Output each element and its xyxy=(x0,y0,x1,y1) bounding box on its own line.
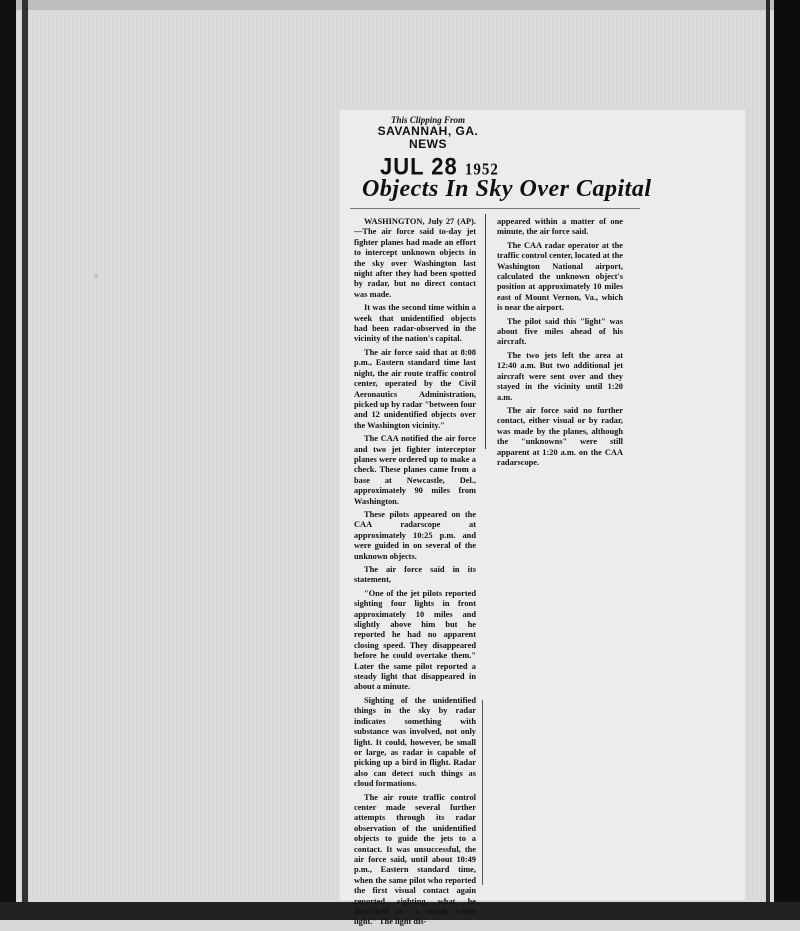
clipping-paper-name: NEWS xyxy=(409,137,447,152)
paragraph: The air force said that at 8:08 p.m., Eastern standard time last night, the air route traffic control center, operated by the Civil Aeronautics Administration, picked up by radar "between four and 12 unidentified objects over the Washington vicinity." xyxy=(354,347,476,430)
clipping-city: SAVANNAH, GA. xyxy=(377,124,479,139)
paragraph: The CAA notified the air force and two jet fighter interceptor planes were ordered up to make a check. These planes came from a base at Newcastle, Del., approximately 90 miles from Washington. xyxy=(354,434,476,506)
paragraph: The air route traffic control center made several further attempts through its radar observation of the unidentified objects to guide the jets to a contact. It was unsuccessful, the air force said, until about 10:49 p.m., Eastern standard time, when the same pilot who reported the first visual contact again reported sighting what he described as "a steady white light." The light dis- xyxy=(354,792,476,927)
scan-right-edge xyxy=(774,0,800,920)
clipping-label: This Clipping From xyxy=(390,115,466,125)
paragraph: appeared within a matter of one minute, the air force said. xyxy=(497,217,623,237)
paragraph: It was the second time within a week that unidentified objects had been radar-observed in the vicinity of the nation's capital. xyxy=(354,303,476,344)
paragraph: The two jets left the area at 12:40 a.m. But two additional jet aircraft were sent over and they stayed in the vicinity until 1:20 a.m. xyxy=(497,350,623,402)
date-stamp-day: JUL 28 xyxy=(380,152,458,181)
column-divider xyxy=(485,214,486,449)
column-divider-lower xyxy=(482,700,483,885)
paragraph: These pilots appeared on the CAA radarscope at approximately 10:25 p.m. and were guided in on several of the unknown objects. xyxy=(354,509,476,561)
paragraph: The pilot said this "light" was about five miles ahead of his aircraft. xyxy=(497,316,623,347)
scan-left-edge xyxy=(0,0,16,920)
headline-rule xyxy=(350,208,640,209)
article-column-2 xyxy=(497,217,623,471)
paragraph: The air force said no further contact, either visual or by radar, was made by the planes, although the "unknowns" were still apparent at 1:20 a.m. on the CAA radarscope. xyxy=(497,405,623,467)
paragraph: The air force said in its statement, xyxy=(354,565,476,585)
scan-top-edge xyxy=(0,0,800,10)
date-stamp-year: 1952 xyxy=(464,161,499,180)
paragraph: "One of the jet pilots reported sighting four lights in front approximately 10 miles and slightly above him but he reported he had no apparent closing speed. They disappeared before he could overtake them." Later the same pilot reported a steady light that disappeared in about a minute. xyxy=(354,588,476,692)
paragraph: Sighting of the unidentified things in the sky by radar indicates something with substance was involved, not only light. It could, however, be small or large, as radar is capable of picking up a bird in flight. Radar also can detect such things as cloud formations. xyxy=(354,695,476,789)
article-column-1 xyxy=(354,217,476,931)
clipping-masthead xyxy=(368,116,488,151)
scan-right-edge-inner xyxy=(766,0,770,920)
article-headline: Objects In Sky Over Capital xyxy=(362,176,652,202)
paragraph: WASHINGTON, July 27 (AP).—The air force said to-day jet fighter planes had made an effort to intercept unknown objects in the sky over Washington last night after they had been spotted by radar, but no direct contact was made. xyxy=(354,217,476,299)
paragraph: The CAA radar operator at the traffic control center, located at the Washington National airport, calculated the unknown object's position at approximately 10 miles east of Mount Vernon, Va., which is near the airport. xyxy=(497,240,623,313)
scan-left-edge-inner xyxy=(22,0,28,920)
